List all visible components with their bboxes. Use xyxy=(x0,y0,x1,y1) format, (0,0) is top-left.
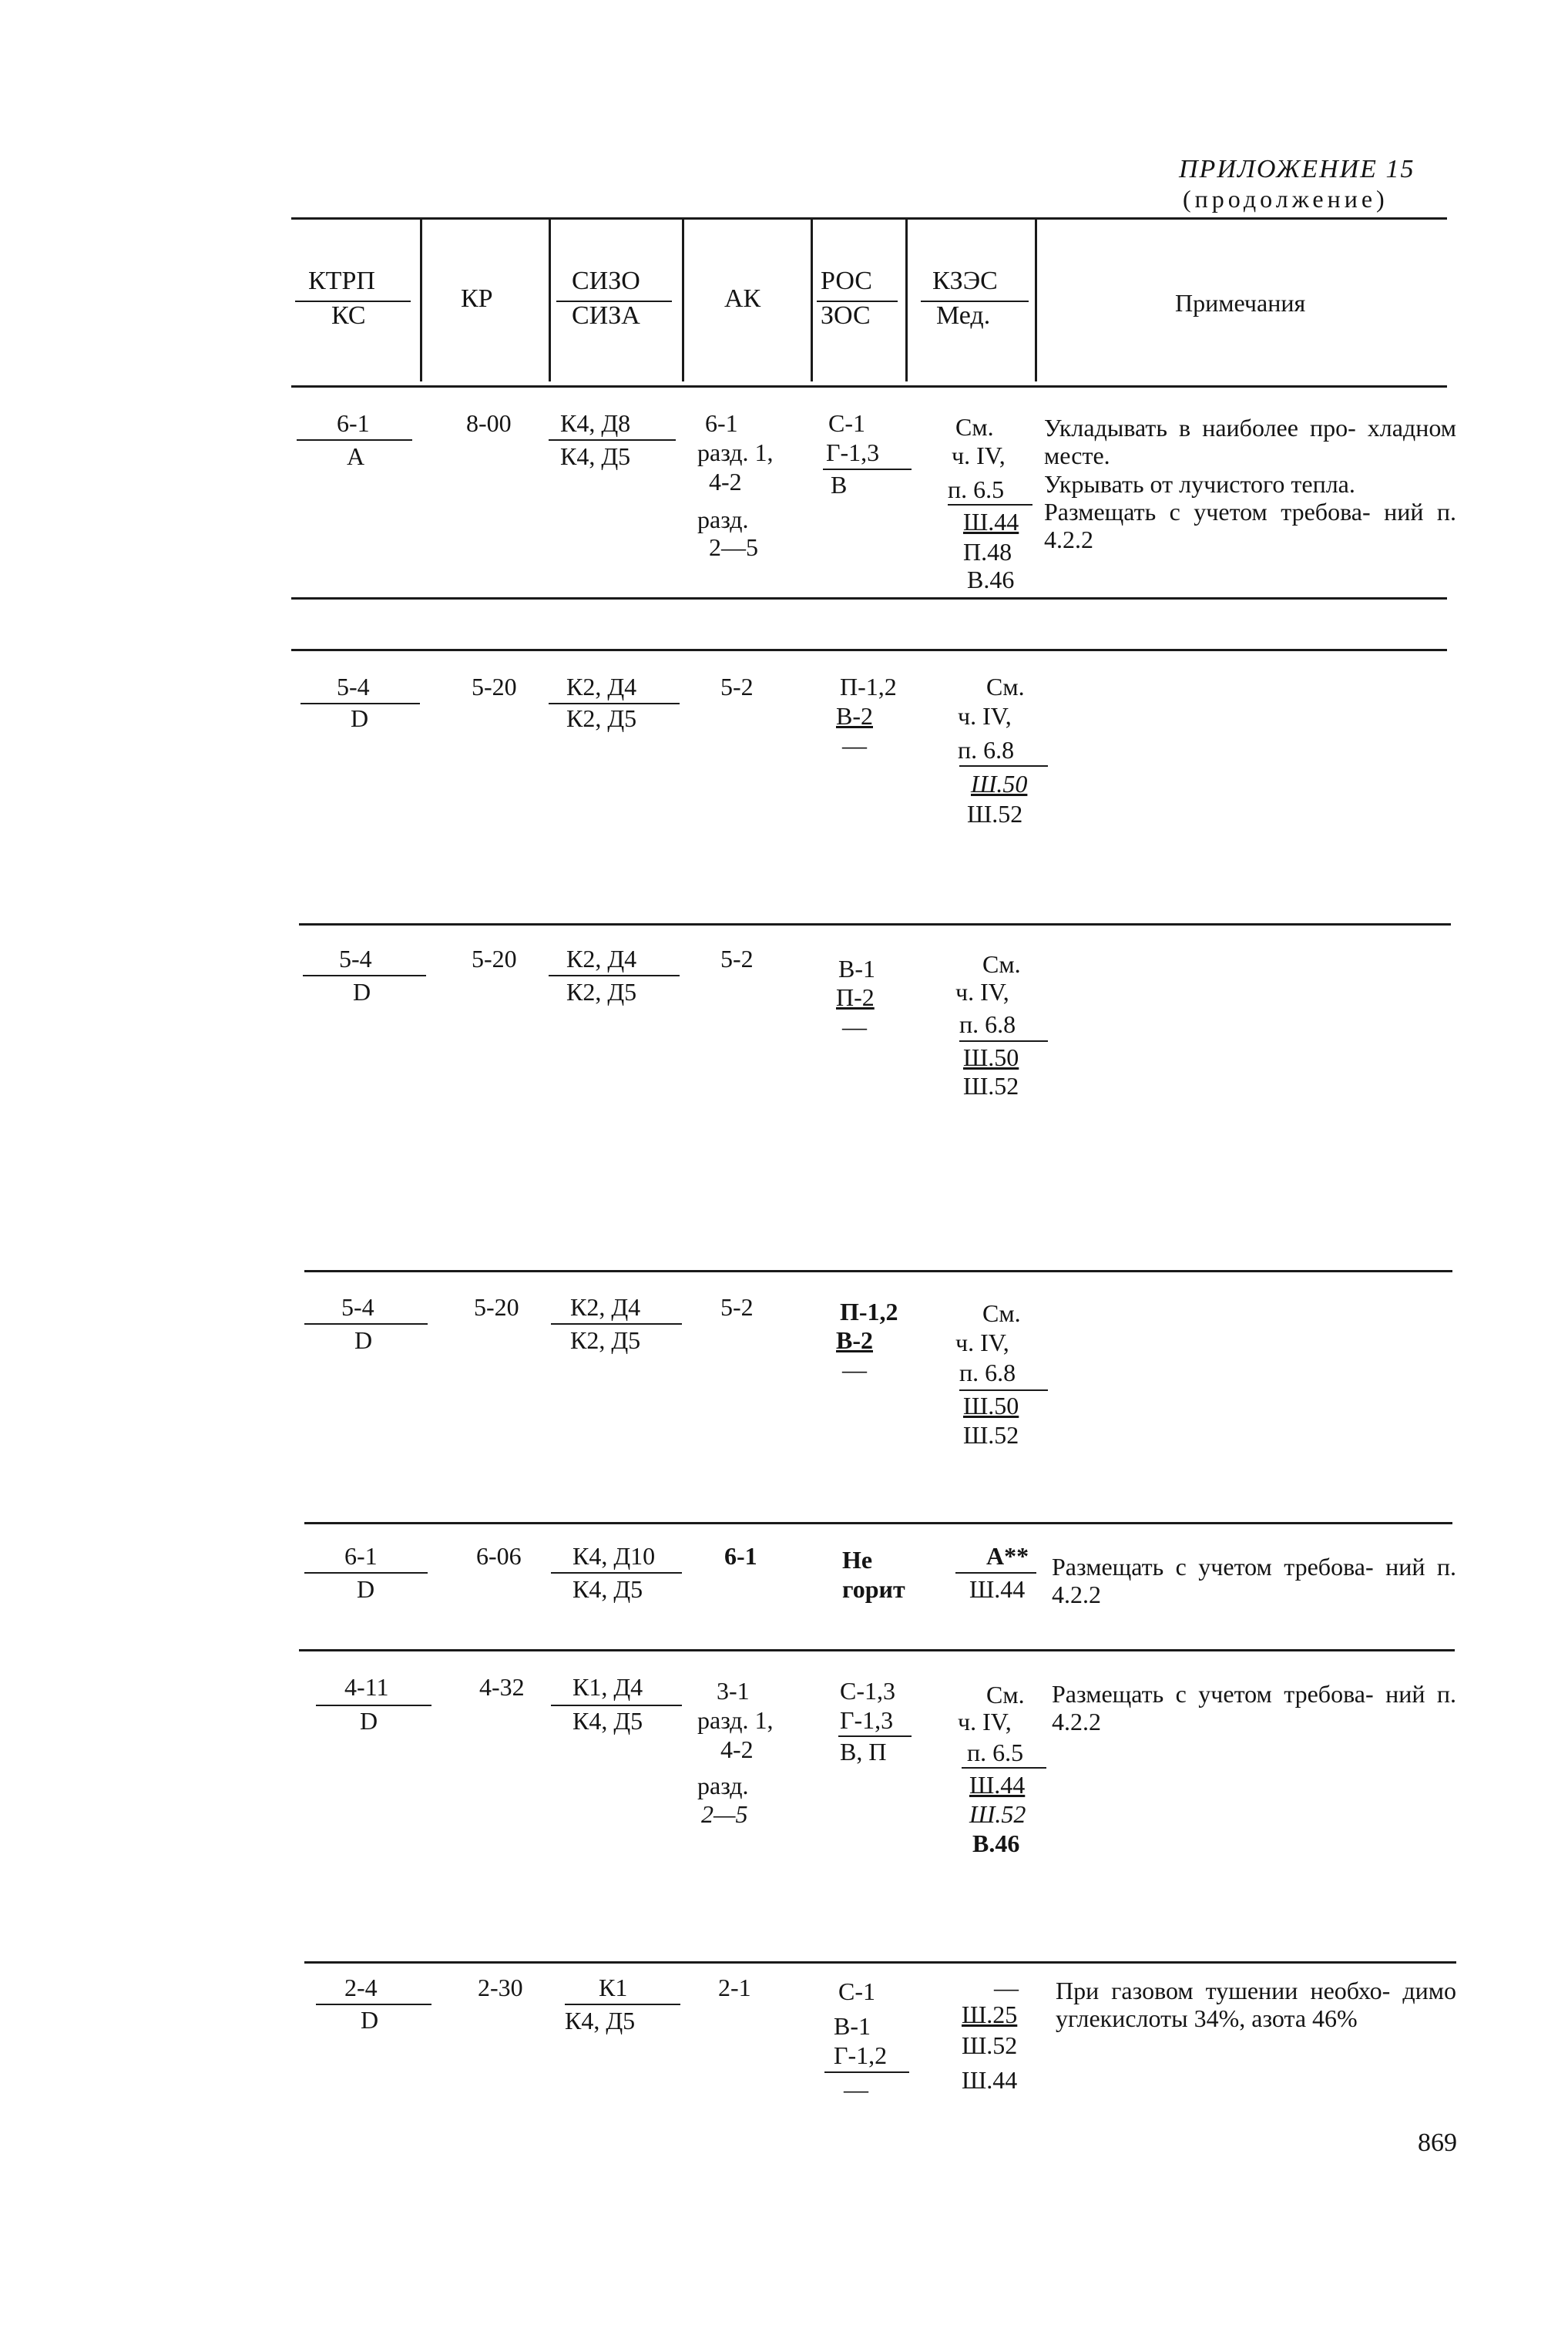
cell-kzes: А** xyxy=(986,1542,1029,1570)
fraction-rule xyxy=(948,504,1032,506)
header-divider xyxy=(1035,220,1037,381)
cell-kr: 5-20 xyxy=(472,673,517,701)
header-ak: АК xyxy=(724,284,761,313)
cell-kr: 6-06 xyxy=(476,1542,522,1570)
cell-ros: С-1 xyxy=(828,409,865,437)
cell-kzes: Ш.44 xyxy=(963,508,1019,536)
cell-kzes: См. xyxy=(986,673,1025,701)
cell-ktrp: 6-1 xyxy=(337,409,370,437)
cell-ak: 6-1 xyxy=(705,409,738,437)
fraction-rule xyxy=(551,1572,682,1574)
cell-kzes: п. 6.5 xyxy=(967,1739,1024,1766)
header-ros: РОС xyxy=(821,267,872,295)
cell-ros: С-1,3 xyxy=(840,1677,895,1705)
cell-sizo: К2, Д4 xyxy=(566,945,637,973)
cell-siza: К2, Д5 xyxy=(566,704,637,732)
cell-note: Размещать с учетом требова- ний п. 4.2.2 xyxy=(1052,1680,1456,1735)
cell-kr: 5-20 xyxy=(472,945,517,973)
cell-ros: В-1 xyxy=(838,955,875,983)
cell-kzes: См. xyxy=(982,950,1021,978)
header-notes: Примечания xyxy=(1175,289,1306,317)
row-rule xyxy=(299,1649,1455,1651)
cell-ak: 4-2 xyxy=(720,1735,754,1763)
cell-kzes: ч. IV, xyxy=(955,978,1009,1006)
cell-kzes: Ш.44 xyxy=(969,1575,1026,1603)
cell-note: Укладывать в наиболее про- хладном месте. xyxy=(1044,414,1456,469)
cell-kzes: Ш.50 xyxy=(963,1392,1019,1420)
cell-note: При газовом тушении необхо- димо углекислоты 34%, азота 46% xyxy=(1056,1977,1456,2032)
fraction-rule xyxy=(303,975,426,976)
cell-note: Размещать с учетом требова- ний п. 4.2.2 xyxy=(1052,1553,1456,1608)
row-rule xyxy=(299,923,1451,926)
cell-kr: 8-00 xyxy=(466,409,512,437)
cell-kzes: Ш.52 xyxy=(967,800,1023,828)
cell-kzes: ч. IV, xyxy=(952,442,1006,469)
cell-ros: Г-1,3 xyxy=(826,438,880,466)
cell-ktrp: 5-4 xyxy=(339,945,372,973)
cell-ak: 2-1 xyxy=(718,1974,751,2001)
cell-kzes: Ш.50 xyxy=(971,770,1028,798)
header-kzes: КЗЭС xyxy=(932,267,998,295)
fraction-rule xyxy=(297,439,412,441)
cell-ak: разд. 1, xyxy=(697,438,774,466)
cell-ak: 2—5 xyxy=(709,533,758,561)
cell-ak: 6-1 xyxy=(724,1542,757,1570)
cell-kzes: В.46 xyxy=(967,566,1015,593)
page-number: 869 xyxy=(1418,2128,1457,2157)
header-siza: СИЗА xyxy=(572,301,640,330)
cell-ros: П-2 xyxy=(836,983,875,1011)
cell-ks: D xyxy=(361,2006,379,2034)
cell-ros: В xyxy=(831,471,848,499)
cell-ros: Г-1,3 xyxy=(840,1706,894,1734)
cell-ks: D xyxy=(351,704,369,732)
fraction-rule xyxy=(565,2004,680,2005)
header-bottom-rule xyxy=(291,385,1447,388)
cell-ak: 3-1 xyxy=(717,1677,750,1705)
cell-kzes: — xyxy=(994,1974,1019,2001)
cell-kzes: В.46 xyxy=(972,1829,1020,1857)
cell-kzes: Ш.52 xyxy=(969,1800,1026,1828)
cell-kzes: П.48 xyxy=(963,538,1012,566)
cell-ak: разд. 1, xyxy=(697,1706,774,1734)
cell-ros: — xyxy=(844,2075,868,2103)
cell-kr: 2-30 xyxy=(478,1974,523,2001)
cell-ros: — xyxy=(842,1356,867,1383)
header-top-rule xyxy=(291,217,1447,220)
cell-ros: — xyxy=(842,1013,867,1040)
cell-ros: Не xyxy=(842,1546,873,1574)
fraction-rule xyxy=(304,1323,428,1325)
cell-ak: разд. xyxy=(697,506,749,533)
cell-kr: 4-32 xyxy=(479,1673,525,1701)
fraction-rule xyxy=(959,1040,1048,1042)
fraction-rule xyxy=(549,975,680,976)
header-divider xyxy=(905,220,908,381)
header-kr: КР xyxy=(461,284,493,313)
fraction-rule xyxy=(824,2071,909,2073)
cell-ks: D xyxy=(353,978,371,1006)
cell-ros: В-2 xyxy=(836,702,873,730)
header-divider xyxy=(420,220,422,381)
fraction-rule xyxy=(304,1572,428,1574)
cell-kzes: Ш.52 xyxy=(962,2031,1018,2059)
cell-kzes: ч. IV, xyxy=(958,1708,1012,1735)
cell-ktrp: 2-4 xyxy=(344,1974,378,2001)
cell-sizo: К1, Д4 xyxy=(572,1673,643,1701)
header-divider xyxy=(682,220,684,381)
cell-ros: горит xyxy=(842,1575,905,1603)
cell-kzes: п. 6.5 xyxy=(948,475,1005,503)
cell-kr: 5-20 xyxy=(474,1293,519,1321)
header-sizo: СИЗО xyxy=(572,267,640,295)
header-divider xyxy=(811,220,813,381)
appendix-title: ПРИЛОЖЕНИЕ 15 xyxy=(1179,155,1415,183)
cell-ak: 5-2 xyxy=(720,673,754,701)
cell-sizo: К2, Д4 xyxy=(570,1293,641,1321)
cell-sizo: К4, Д8 xyxy=(560,409,631,437)
cell-ros: — xyxy=(842,731,867,759)
cell-kzes: См. xyxy=(986,1681,1025,1708)
cell-ktrp: 6-1 xyxy=(344,1542,378,1570)
header-med: Мед. xyxy=(936,301,991,330)
cell-ks: D xyxy=(354,1326,373,1354)
cell-kzes: См. xyxy=(982,1299,1021,1327)
cell-sizo: К1 xyxy=(599,1974,628,2001)
cell-ks: A xyxy=(347,442,365,470)
fraction-rule xyxy=(955,1572,1036,1574)
header-zos: ЗОС xyxy=(821,301,871,330)
row-rule xyxy=(304,1961,1456,1964)
header-ks: КС xyxy=(331,301,366,330)
cell-kzes: Ш.50 xyxy=(963,1043,1019,1071)
cell-kzes: Ш.25 xyxy=(962,2001,1018,2028)
fraction-rule xyxy=(549,439,676,441)
cell-kzes: ч. IV, xyxy=(958,702,1012,730)
row-rule xyxy=(304,1522,1452,1524)
cell-ros: В, П xyxy=(840,1738,887,1766)
cell-ros: С-1 xyxy=(838,1977,875,2005)
cell-ros: В-1 xyxy=(834,2012,871,2040)
fraction-rule xyxy=(962,1767,1046,1769)
row-rule xyxy=(291,597,1447,600)
cell-kzes: Ш.44 xyxy=(969,1771,1026,1799)
appendix-subtitle: (продолжение) xyxy=(1183,185,1388,213)
cell-ak: разд. xyxy=(697,1772,749,1799)
header-divider xyxy=(549,220,551,381)
cell-kzes: Ш.44 xyxy=(962,2066,1018,2094)
cell-siza: К4, Д5 xyxy=(560,442,631,470)
cell-kzes: п. 6.8 xyxy=(959,1010,1016,1038)
cell-ak: 2—5 xyxy=(701,1800,748,1828)
cell-kzes: См. xyxy=(955,413,994,441)
cell-kzes: ч. IV, xyxy=(955,1329,1009,1356)
fraction-rule xyxy=(959,765,1048,767)
cell-ak: 5-2 xyxy=(720,1293,754,1321)
cell-ktrp: 5-4 xyxy=(341,1293,374,1321)
cell-kzes: п. 6.8 xyxy=(958,736,1015,764)
cell-siza: К4, Д5 xyxy=(572,1575,643,1603)
cell-siza: К4, Д5 xyxy=(572,1707,643,1735)
cell-ks: D xyxy=(357,1575,375,1603)
cell-ros: Г-1,2 xyxy=(834,2041,888,2069)
cell-note: Размещать с учетом требова- ний п. 4.2.2 xyxy=(1044,498,1456,553)
cell-ktrp: 4-11 xyxy=(344,1673,389,1701)
cell-ros: П-1,2 xyxy=(840,673,897,701)
cell-siza: К4, Д5 xyxy=(565,2007,636,2034)
cell-siza: К2, Д5 xyxy=(570,1326,641,1354)
cell-siza: К2, Д5 xyxy=(566,978,637,1006)
cell-kzes: Ш.52 xyxy=(963,1072,1019,1100)
cell-ktrp: 5-4 xyxy=(337,673,370,701)
cell-ros: В-2 xyxy=(836,1326,873,1354)
cell-ak: 4-2 xyxy=(709,468,742,496)
cell-sizo: К4, Д10 xyxy=(572,1542,656,1570)
cell-sizo: К2, Д4 xyxy=(566,673,637,701)
row-rule xyxy=(304,1270,1452,1272)
fraction-rule xyxy=(551,1323,682,1325)
cell-ros: П-1,2 xyxy=(840,1298,898,1325)
cell-ks: D xyxy=(360,1707,378,1735)
row-rule xyxy=(291,649,1447,651)
cell-kzes: Ш.52 xyxy=(963,1421,1019,1449)
cell-ak: 5-2 xyxy=(720,945,754,973)
cell-note: Укрывать от лучистого тепла. xyxy=(1044,470,1355,498)
cell-kzes: п. 6.8 xyxy=(959,1359,1016,1386)
header-ktrp: КТРП xyxy=(308,267,375,295)
